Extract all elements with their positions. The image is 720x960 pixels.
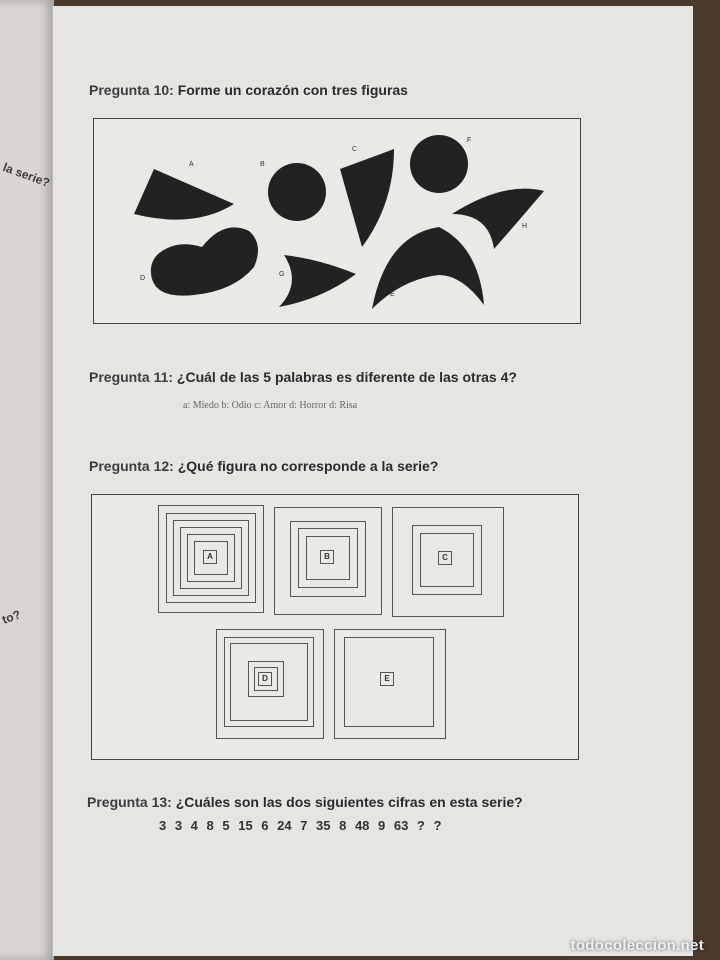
book-page [52,6,693,956]
question-10-heading [89,82,408,98]
shapes-figure [94,119,580,323]
question-11-options: a: Miedo b: Odio c: Amor d: Horror d: Risa [183,400,358,411]
figure-e-label: E [380,672,394,686]
shape-f [410,135,468,193]
question-12-heading [89,458,438,474]
question-13-heading [87,794,523,810]
question-11-number: Pregunta 11: [89,369,174,385]
shape-e [372,227,484,309]
figure-b-label: B [320,550,334,564]
shape-a [134,169,234,220]
figure-a [158,505,264,613]
shape-label: C [352,146,358,153]
question-12-figure-box [91,494,579,760]
question-11-text: ¿Cuál de las 5 palabras es diferente de las otras 4? [176,369,517,385]
shape-label: D [140,275,146,282]
question-13-number-series: 3 3 4 8 5 15 6 24 7 35 8 48 9 63 ? ? [159,818,442,833]
shape-label: B [260,161,265,168]
shape-label: F [467,137,472,144]
shape-g [279,255,356,307]
question-10-text: Forme un corazón con tres figuras [177,82,408,98]
shape-c [340,149,394,247]
figure-e [334,629,446,739]
question-11-heading [89,369,517,385]
shape-label: H [522,223,528,230]
left-page-fragment: to? [0,607,23,627]
question-13-text: ¿Cuáles son las dos siguientes cifras en esta serie? [175,794,523,810]
shape-label: E [390,291,395,298]
figure-c-label: C [438,551,452,565]
figure-d [216,629,324,739]
shape-h [452,189,544,249]
left-page-edge [0,0,54,960]
figure-c [392,507,504,617]
shape-label: G [279,271,285,278]
question-10-number: Pregunta 10: [89,82,174,98]
watermark-logo: todocoleccion.net [570,937,704,954]
figure-d-label: D [258,672,272,686]
left-page-fragment: la serie? [1,160,52,190]
shape-label: A [189,161,194,168]
shape-d [151,227,258,295]
question-13-number: Pregunta 13: [87,794,172,810]
question-10-figure-box [93,118,581,324]
question-12-text: ¿Qué figura no corresponde a la serie? [177,458,439,474]
question-12-number: Pregunta 12: [89,458,174,474]
shape-b [268,163,326,221]
figure-a-label: A [203,550,217,564]
figure-b [274,507,382,615]
